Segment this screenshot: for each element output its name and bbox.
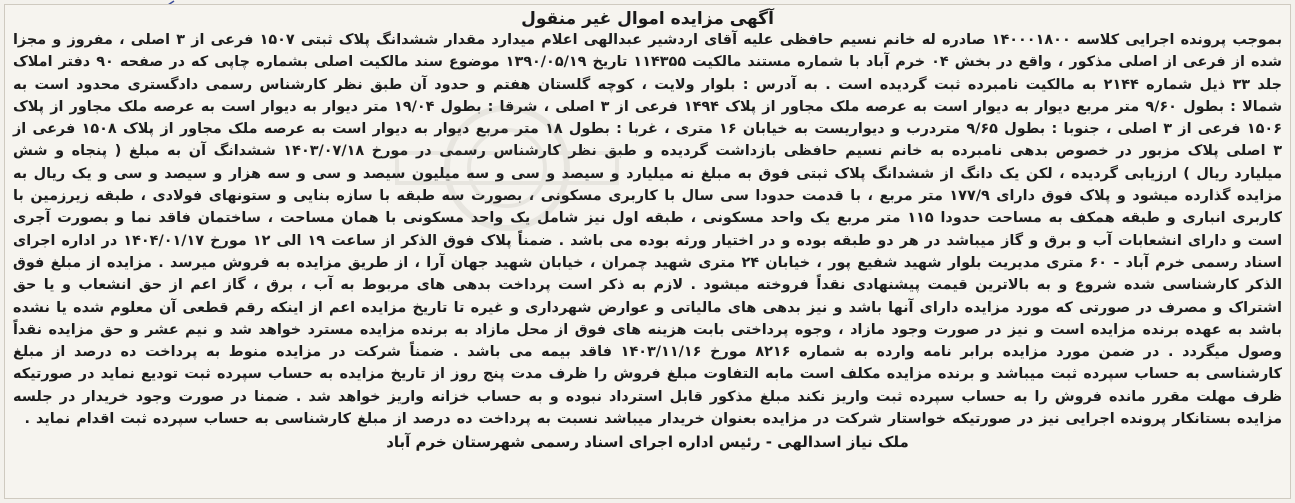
notice-signature: ملک نیاز اسدالهی - رئیس اداره اجرای اسناد رسمی شهرستان خرم آباد [386,433,909,452]
auction-notice [4,4,1291,499]
notice-body: بموجب پرونده اجرایی کلاسه ۱۴۰۰۰۱۸۰۰ صادره له خانم نسیم حافظی علیه آقای اردشیر عبدالهی اعلام میدارد مقدار ششدانگ پلاک ثبتی ۱۵۰۷ فرعی از ۳ اصلی ، مفروز و مجزا شده از فرعی از اصلی مذکور ، واقع در بخش ۰۴ خرم آباد با شماره مستند مالکیت ۱۱۴۳۵۵ تاریخ ۱۳۹۰/۰۵/۱۹ موضوع سند مالکیت اصلی بشماره چاپی که در صفحه ۹۰ دفتر املاک جلد ۳۳ ذیل شماره ۲۱۴۴ به مالکیت نامبرده ثبت گردیده است . به آدرس : بلوار ولایت ، کوچه گلستان هفتم و حدود آن طبق نظر کارشناس رسمی دادگستری محدود است به شمالا : بطول ۹/۶۰ متر مربع دیوار به دیوار است به عرصه ملک مجاور از پلاک ۱۴۹۴ فرعی از ۳ اصلی ، شرقا : بطول ۱۹/۰۴ متر دیوار به دیوار است به عرصه ملک مجاور از پلاک ۱۵۰۶ فرعی از ۳ اصلی ، جنوبا : بطول ۹/۶۵ متردرب و دیواریست به خیابان ۱۶ متری ، غربا : بطول ۱۸ متر مربع دیوار به دیوار است به عرصه ملک مجاور از پلاک ۱۵۰۸ فرعی از ۳ اصلی پلاک مزبور در خصوص بدهی نامبرده به خانم نسیم حافظی بازداشت گردیده و طبق نظر کارشناس رسمی در مورخ ۱۴۰۳/۰۷/۱۸ ششدانگ آن به مبلغ ( پنجاه و شش میلیارد ریال ) ارزیابی گردیده ، لکن یک دانگ از ششدانگ پلاک ثبتی فوق به مبلغ نه میلیارد و سیصد و سی و سه میلیون سیصد و سی و سه هزار و سیصد و سی و یک ریال به مزایده گذارده میشود و پلاک فوق دارای ۱۷۷/۹ متر مربع ، با قدمت حدودا سی سال با کاربری مسکونی ، بصورت سه طبقه با سازه بنایی و ستونهای فولادی ، طبقه زیرزمین با کاربری انباری و طبقه همکف به مساحت حدودا ۱۱۵ متر مربع یک واحد مسکونی ، طبقه اول نیز شامل یک واحد مسکونی با همان مساحت ، ساختمان فاقد نما و بصورت آجری است و دارای انشعابات آب و برق و گاز میباشد در هر دو طبقه بوده و در اختیار ورثه بوده می باشد . ضمناً پلاک فوق الذکر از ساعت ۱۹ الی ۱۲ مورخ ۱۴۰۴/۰۱/۱۷ در اداره اجرای اسناد رسمی خرم آباد - ۶۰ متری مدیریت بلوار شهید شفیع پور ، خیابان ۲۴ متری شهید چمران ، خیابان شهید جهان آرا ، از طریق مزایده به فروش میرسد . مزایده از مبلغ فوق الذکر کارشناسی شده شروع و به بالاترین قیمت پیشنهادی نقداً فروخته میشود . لازم به ذکر است پرداخت بدهی های مربوط به آب ، برق ، گاز اعم از حق انشعاب و یا حق اشتراک و مصرف در صورتی که مورد مزایده دارای آنها باشد و نیز بدهی های مالیاتی و عوارض شهرداری و غیره تا تاریخ مزایده اعم از اینکه رقم قطعی آن معلوم شده یا نشده باشد به عهده برنده مزایده است و نیز در صورت وجود مازاد ، وجوه پرداختی بابت هزینه های فوق از محل مازاد به برنده مزایده مسترد خواهد شد و نیم عشر و حق مزایده نقداً وصول میگردد . در ضمن مورد مزایده برابر نامه وارده به شماره ۸۲۱۶ مورخ ۱۴۰۳/۱۱/۱۶ فاقد بیمه می باشد . ضمناً شرکت در مزایده منوط به پرداخت ده درصد از مبلغ کارشناسی به حساب سپرده ثبت میباشد و برنده مزایده مکلف است مابه التفاوت مبلغ فروش را ظرف مدت پنج روز از تاریخ مزایده به حساب سپرده ثبت تودیع نماید در صورتیکه ظرف مهلت مقرر مانده فروش را به حساب سپرده ثبت واریز نکند مبلغ مذکور قابل استرداد نبوده و به حساب خزانه واریز خواهد شد . ضمنا در صورت وجود خریدار در جلسه مزایده بستانکار پرونده اجرایی نیز در صورتیکه خواستار شرکت در مزایده بعنوان خریدار میباشد نسبت به پرداخت ده درصد از مبلغ کارشناسی به حساب سپرده ثبت اقدام نماید . [13,32,1283,428]
notice-title: آگهی مزایده اموال غیر منقول [521,9,774,29]
